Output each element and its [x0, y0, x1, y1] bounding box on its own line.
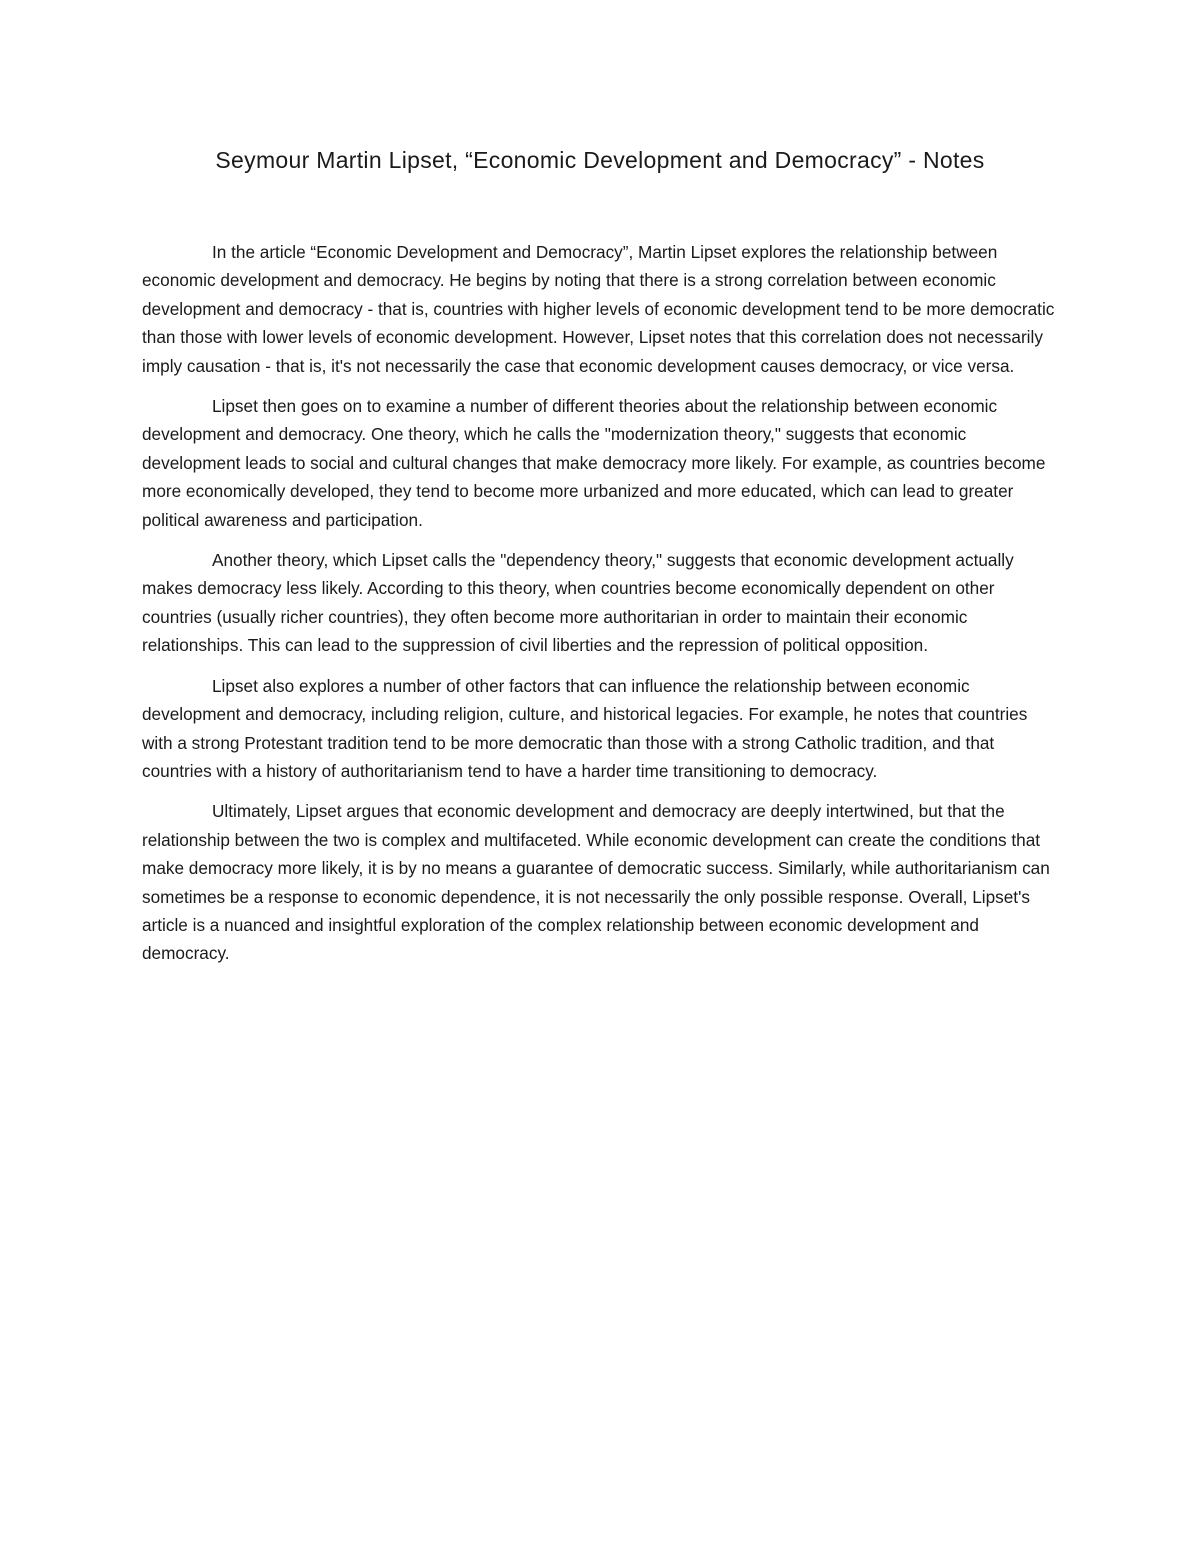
document-body: [142, 238, 1060, 980]
paragraph-1: In the article “Economic Development and Democracy”, Martin Lipset explores the relationship between economic development and democracy. He begins by noting that there is a strong correlation between economic development and democracy - that is, countries with higher levels of economic development tend to be more democratic than those with lower levels of economic development. However, Lipset notes that this correlation does not necessarily imply causation - that is, it's not necessarily the case that economic development causes democracy, or vice versa.: [142, 242, 1055, 376]
paragraph-4: Lipset also explores a number of other factors that can influence the relationship between economic development and democracy, including religion, culture, and historical legacies. For example, he notes that countries with a strong Protestant tradition tend to be more democratic than those with a strong Catholic tradition, and that countries with a history of authoritarianism tend to have a harder time transitioning to democracy.: [142, 675, 1028, 781]
document-title: Seymour Martin Lipset, “Economic Development and Democracy” - Notes: [215, 147, 985, 173]
paragraph-2: Lipset then goes on to examine a number of different theories about the relationship between economic development and democracy. One theory, which he calls the "modernization theory," suggests that economic development leads to social and cultural changes that make democracy more likely. For example, as countries become more economically developed, they tend to become more urbanized and more educated, which can lead to greater political awareness and participation.: [142, 396, 1046, 530]
paragraph-5: Ultimately, Lipset argues that economic development and democracy are deeply intertwined, but that the relationship between the two is complex and multifaceted. While economic development can create the conditions that make democracy more likely, it is by no means a guarantee of democratic success. Similarly, while authoritarianism can sometimes be a response to economic dependence, it is not necessarily the only possible response. Overall, Lipset's article is a nuanced and insightful exploration of the complex relationship between economic development and democracy.: [142, 801, 1050, 964]
paragraph-3: Another theory, which Lipset calls the "dependency theory," suggests that economic development actually makes democracy less likely. According to this theory, when countries become economically dependent on other countries (usually richer countries), they often become more authoritarian in order to maintain their economic relationships. This can lead to the suppression of civil liberties and the repression of political opposition.: [142, 550, 1014, 656]
